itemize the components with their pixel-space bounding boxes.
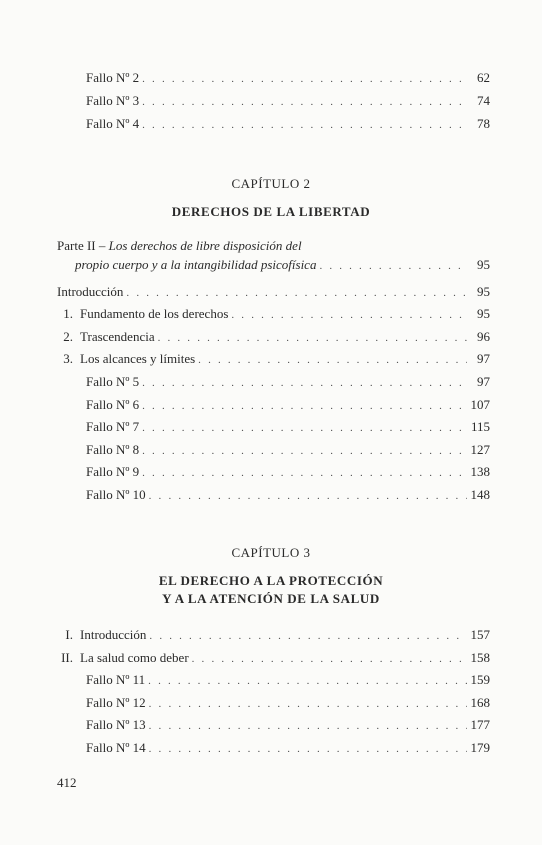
part-title-line-1: Los derechos de libre disposición del (108, 238, 302, 253)
toc-entry (86, 487, 490, 504)
chapter-title: Y A LA ATENCIÓN DE LA SALUD (162, 591, 380, 606)
dot-leader (142, 420, 467, 436)
toc-entry (86, 93, 490, 110)
toc-entry (86, 442, 490, 459)
part-prefix: Parte II – (57, 238, 109, 253)
dot-leader (149, 741, 467, 757)
dot-leader (148, 673, 467, 689)
toc-entry-label: La salud como deber (80, 650, 189, 665)
toc-entry (86, 70, 490, 87)
toc-entry-label: Fallo Nº 13 (86, 717, 146, 732)
toc-entry (57, 351, 490, 368)
toc-entry (86, 672, 490, 689)
dot-leader (142, 94, 467, 110)
toc-entry-label: Fundamento de los derechos (80, 306, 229, 321)
toc-entry-label: Introducción (80, 627, 147, 642)
toc-entry-page: 95 (477, 284, 490, 299)
dot-leader (149, 488, 467, 504)
toc-entry (86, 397, 490, 414)
toc-entry (57, 627, 490, 644)
part-title-line-2: propio cuerpo y a la intangibilidad psicofísica (75, 257, 317, 272)
toc-entry-label: Fallo Nº 14 (86, 740, 146, 755)
section-number: 1. (63, 306, 73, 321)
toc-entry-page: 157 (470, 627, 490, 642)
toc-entry (57, 306, 490, 323)
toc-entry-label: Los alcances y límites (80, 351, 196, 366)
toc-entry-page: 96 (477, 329, 490, 344)
toc-entry-page: 138 (470, 464, 490, 479)
dot-leader (198, 352, 467, 368)
toc-entry-label: Fallo Nº 5 (86, 374, 140, 389)
dot-leader (158, 330, 467, 346)
dot-leader (142, 71, 467, 87)
dot-leader (142, 117, 467, 133)
toc-entry-page: 115 (470, 419, 490, 434)
toc-entry (75, 257, 490, 274)
dot-leader (142, 465, 467, 481)
toc-entry-label: Fallo Nº 4 (86, 116, 140, 131)
toc-entry (86, 419, 490, 436)
dot-leader (142, 375, 467, 391)
toc-entry-label: Fallo Nº 10 (86, 487, 146, 502)
toc-entry-page: 148 (470, 487, 490, 502)
toc-entry (86, 717, 490, 734)
toc-entry-page: 97 (477, 374, 490, 389)
dot-leader (149, 718, 467, 734)
toc-entry-label: Fallo Nº 6 (86, 397, 140, 412)
toc-entry (86, 116, 490, 133)
chapter-title: EL DERECHO A LA PROTECCIÓN (158, 573, 384, 588)
toc-entry-label: Fallo Nº 8 (86, 442, 140, 457)
toc-entry-page: 95 (477, 306, 490, 321)
toc-entry-label: Fallo Nº 11 (86, 672, 146, 687)
dot-leader (319, 258, 467, 274)
page-number: 412 (57, 775, 77, 790)
toc-entry-label: Introducción (57, 284, 124, 299)
chapter-label: CAPÍTULO 2 (231, 176, 311, 191)
dot-leader (192, 651, 467, 667)
dot-leader (231, 307, 467, 323)
toc-entry-page: 158 (470, 650, 490, 665)
toc-entry-page: 159 (470, 672, 490, 687)
toc-entry-label: Fallo Nº 2 (86, 70, 140, 85)
toc-entry-label: Trascendencia (80, 329, 155, 344)
toc-entry-label: Fallo Nº 12 (86, 695, 146, 710)
toc-entry-page: 97 (477, 351, 490, 366)
toc-entry-label: Fallo Nº 7 (86, 419, 140, 434)
section-number: 2. (63, 329, 73, 344)
toc-entry (57, 329, 490, 346)
toc-entry (57, 284, 490, 301)
chapter-label: CAPÍTULO 3 (231, 545, 311, 560)
toc-entry-page: 179 (470, 740, 490, 755)
toc-entry-page: 62 (477, 70, 490, 85)
section-number: 3. (63, 351, 73, 366)
toc-entry (57, 650, 490, 667)
dot-leader (126, 285, 467, 301)
toc-entry-page: 107 (470, 397, 490, 412)
toc-entry-page: 127 (470, 442, 490, 457)
toc-entry-page: 74 (477, 93, 490, 108)
toc-entry (86, 695, 490, 712)
toc-entry-page: 78 (477, 116, 490, 131)
toc-entry (86, 374, 490, 391)
toc-entry-page: 95 (477, 257, 490, 272)
section-number: I. (65, 627, 73, 642)
dot-leader (149, 696, 467, 712)
dot-leader (142, 398, 467, 414)
toc-entry-page: 168 (470, 695, 490, 710)
toc-entry-label: Fallo Nº 3 (86, 93, 140, 108)
toc-entry (86, 740, 490, 757)
chapter-title: DERECHOS DE LA LIBERTAD (171, 204, 371, 219)
toc-entry-page: 177 (470, 717, 490, 732)
toc-entry (86, 464, 490, 481)
toc-entry-label: Fallo Nº 9 (86, 464, 140, 479)
dot-leader (142, 443, 467, 459)
section-number: II. (61, 650, 73, 665)
part-heading (57, 238, 302, 254)
dot-leader (149, 628, 467, 644)
